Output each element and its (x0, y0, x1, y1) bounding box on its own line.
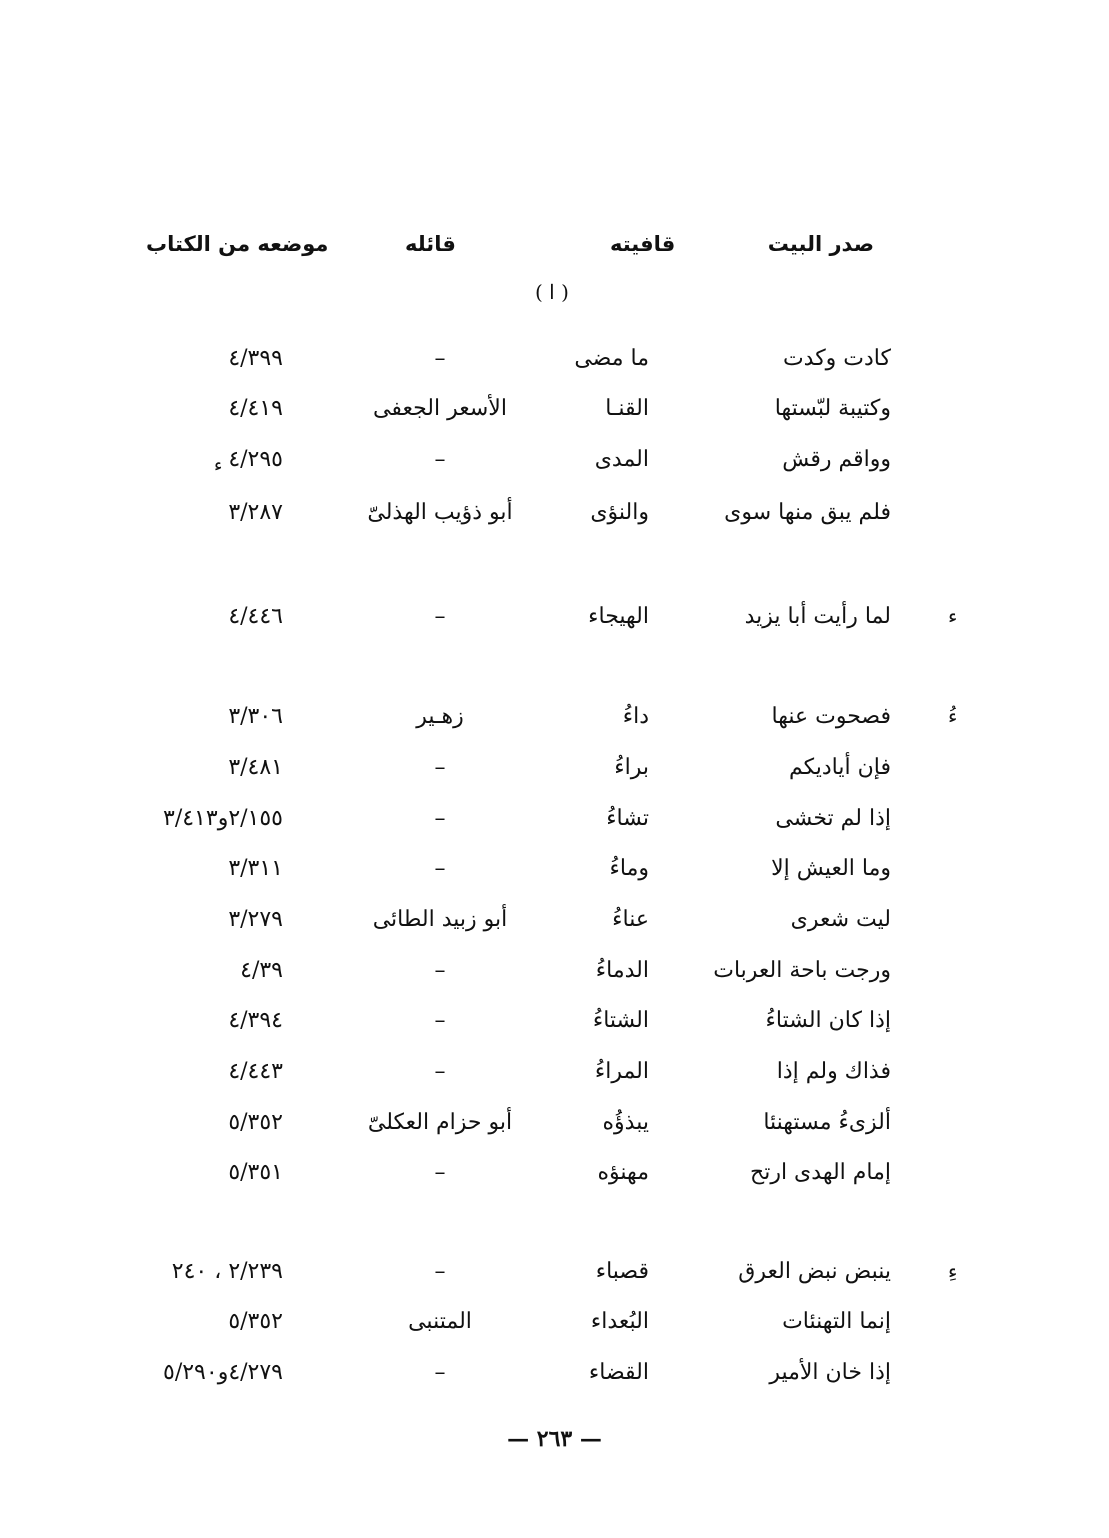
book-location: ٤/٢٧٩و٥/٢٩٠ (163, 1360, 283, 1385)
poet-name: – (434, 1360, 446, 1385)
rhyme-word: قصباء (595, 1259, 649, 1284)
book-location: ٤/٤٤٣ (228, 1059, 283, 1084)
table-row (0, 806, 1109, 850)
verse-opening: ورجت باحة العربات (713, 958, 891, 983)
poet-name: – (434, 604, 446, 629)
book-location: ٤/٣٩ (240, 958, 283, 983)
verse-opening: وواقم رقش (782, 447, 891, 472)
book-location: ٣/٢٧٩ (228, 907, 283, 932)
verse-opening: ليت شعرى (790, 907, 891, 932)
book-location: ٣/٣٠٦ (228, 704, 283, 729)
table-row (0, 500, 1109, 544)
rhyme-word: القنـا (605, 396, 649, 421)
verse-opening: ينبض نبض العرق (738, 1259, 891, 1284)
book-location: ٣/٤٨١ (228, 755, 283, 780)
poet-name: – (434, 755, 446, 780)
book-location: ٤/٤٤٦ (228, 604, 283, 629)
table-row (0, 1110, 1109, 1154)
poet-name: – (434, 856, 446, 881)
poet-name: – (434, 958, 446, 983)
rhyme-group-mark: ء (948, 604, 958, 628)
rhyme-word: مهنؤه (597, 1160, 649, 1185)
rhyme-word: الشتاءُ (592, 1008, 649, 1033)
book-location: ٤/٢٩٥ (228, 447, 283, 472)
poet-name: زهـير (416, 704, 464, 729)
rhyme-word: البُعداء (590, 1309, 649, 1334)
rhyme-word: داءُ (622, 704, 649, 729)
table-row (0, 346, 1109, 390)
book-location: ٤/٤١٩ (228, 396, 283, 421)
poet-name: أبو ذؤيب الهذلىّ (367, 500, 513, 525)
rhyme-word: تشاءُ (606, 806, 649, 831)
book-location: ٣/٢٨٧ (228, 500, 283, 525)
poet-name: – (434, 806, 446, 831)
rhyme-word: ما مضى (574, 346, 649, 371)
book-location: ٤/٣٩٩ (228, 346, 283, 371)
table-row (0, 958, 1109, 1002)
margin-mark: ء (214, 455, 223, 476)
table-row (0, 907, 1109, 951)
header-poet: قائله (405, 232, 456, 256)
verse-opening: لما رأيت أبا يزيد (744, 604, 891, 629)
verse-opening: فلم يبق منها سوى (724, 500, 891, 525)
rhyme-word: وماءُ (609, 856, 649, 881)
verse-opening: إذا كان الشتاءُ (765, 1008, 891, 1033)
table-row (0, 856, 1109, 900)
table-row (0, 1309, 1109, 1353)
rhyme-word: القضاء (588, 1360, 649, 1385)
rhyme-word: المراءُ (594, 1059, 649, 1084)
book-location: ٥/٣٥٢ (228, 1110, 283, 1135)
poet-name: الأسعر الجعفى (373, 396, 507, 421)
verse-opening: إذا خان الأمير (769, 1360, 891, 1385)
table-row (0, 755, 1109, 799)
table-row (0, 447, 1109, 491)
table-row (0, 1360, 1109, 1404)
verse-opening: إمام الهدى ارتح (750, 1160, 891, 1185)
rhyme-group-mark: ءِ (948, 1259, 958, 1283)
table-row (0, 396, 1109, 440)
poet-name: أبو حزام العكلىّ (367, 1110, 513, 1135)
verse-opening: وما العيش إلا (771, 856, 891, 881)
book-location: ٥/٣٥١ (228, 1160, 283, 1185)
poet-name: – (434, 1059, 446, 1084)
rhyme-group-mark: ءُ (948, 704, 958, 728)
header-location: موضعه من الكتاب (146, 232, 329, 256)
book-location: ٢/١٥٥و٣/٤١٣ (163, 806, 283, 831)
poet-name: – (434, 447, 446, 472)
poet-name: – (434, 1259, 446, 1284)
header-verse: صدر البيت (767, 232, 874, 256)
book-location: ٣/٣١١ (228, 856, 283, 881)
table-row (0, 604, 1109, 648)
verse-opening: كادت وكدت (782, 346, 891, 371)
book-location: ٥/٣٥٢ (228, 1309, 283, 1334)
poet-name: أبو زبيد الطائى (372, 907, 508, 932)
poet-name: – (434, 1160, 446, 1185)
rhyme-word: يبذؤُه (602, 1110, 649, 1135)
poet-name: المتنبى (408, 1309, 472, 1334)
rhyme-word: الهيجاء (588, 604, 649, 629)
table-row (0, 1008, 1109, 1052)
verse-opening: إذا لم تخشى (775, 806, 891, 831)
verse-opening: إنما التهنئات (782, 1309, 891, 1334)
page-number: — ٢٦٣ — (507, 1426, 602, 1452)
table-row (0, 1059, 1109, 1103)
table-row (0, 704, 1109, 748)
verse-opening: فإن أياديكم (788, 755, 891, 780)
rhyme-word: الدماءُ (595, 958, 649, 983)
poet-name: – (434, 346, 446, 371)
verse-opening: وكتيبة لبّستها (774, 396, 891, 421)
header-rhyme: قافيته (610, 232, 676, 256)
rhyme-word: عناءُ (612, 907, 649, 932)
poet-name: – (434, 1008, 446, 1033)
book-location: ٤/٣٩٤ (228, 1008, 283, 1033)
section-label: ( ا ) (535, 280, 569, 304)
rhyme-word: براءُ (614, 755, 649, 780)
verse-opening: فصحوت عنها (771, 704, 891, 729)
table-row (0, 1160, 1109, 1204)
rhyme-word: والنؤى (590, 500, 649, 525)
table-row (0, 1259, 1109, 1303)
verse-opening: ألزىءُ مستهنئا (763, 1110, 891, 1135)
verse-opening: فذاك ولم إذا (776, 1059, 891, 1084)
book-location: ٢/٢٣٩ ، ٢٤٠ (171, 1259, 283, 1284)
rhyme-word: المدى (594, 447, 649, 472)
